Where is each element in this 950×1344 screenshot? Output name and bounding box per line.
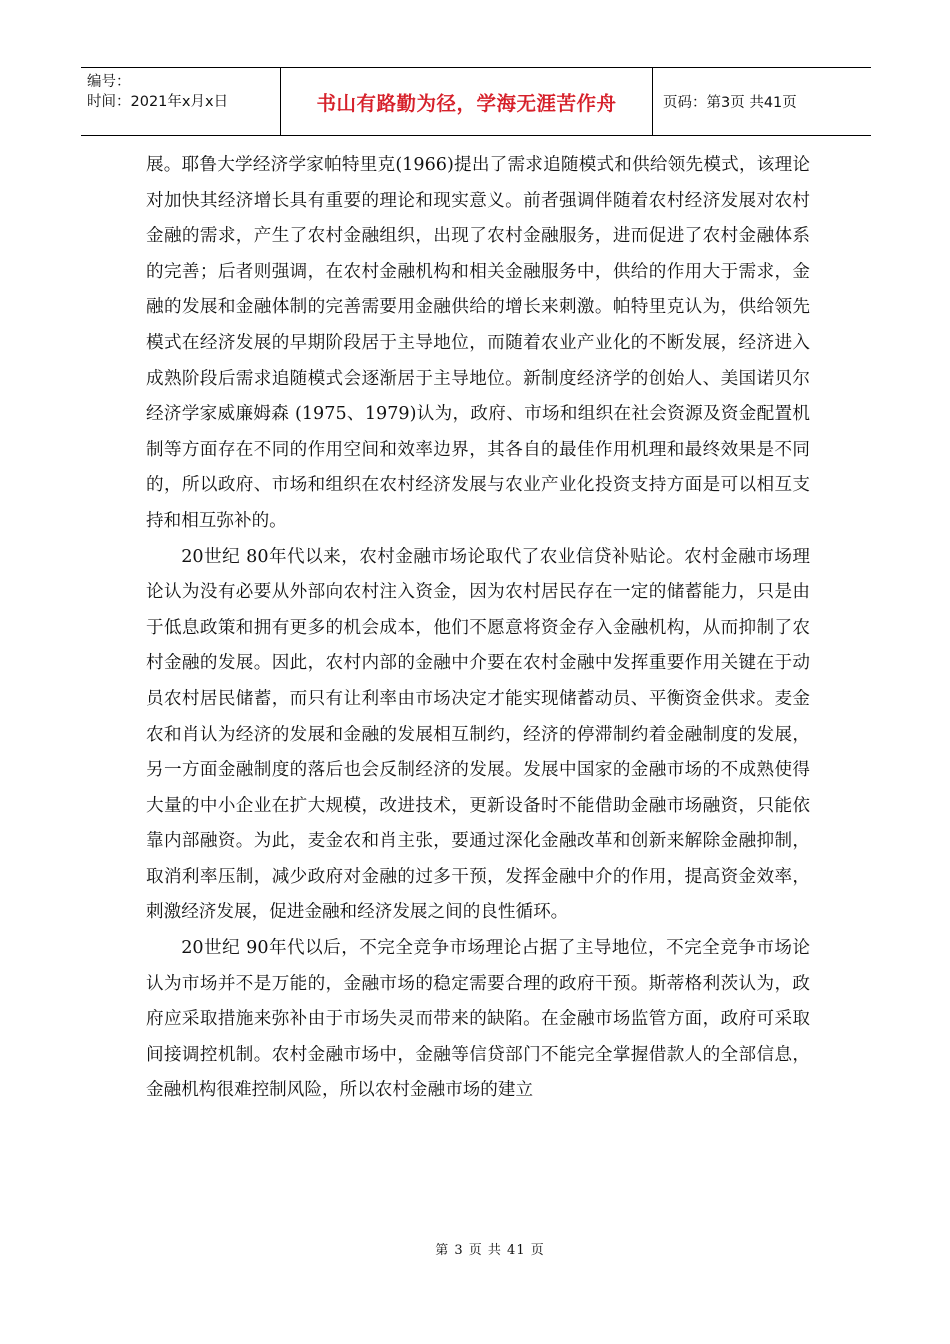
time-label: 时间：2021年x月x日 (87, 94, 229, 110)
paragraph: 20世纪 90年代以后，不完全竞争市场理论占据了主导地位，不完全竞争市场论认为市场并不是万能的，金融市场的稳定需要合理的政府干预。斯蒂格利茨认为，政府应采取措施来弥补由于市场失灵而带来的缺陷。在金融市场监管方面，政府可采取间接调控机制。农村金融市场中，金融等信贷部门不能完全掌握借款人的全部信息，金融机构很难控制风险，所以农村金融市场的建立 (146, 938, 810, 1101)
document-body (146, 148, 810, 1109)
header-page-info: 页码：第3页 共41页 (663, 95, 797, 111)
paragraph: 展。耶鲁大学经济学家帕特里克(1966)提出了需求追随模式和供给领先模式，该理论对加快其经济增长具有重要的理论和现实意义。前者强调伴随着农村经济发展对农村金融的需求，产生了农村金融组织，出现了农村金融服务，进而促进了农村金融体系的完善；后者则强调，在农村金融机构和相关金融服务中，供给的作用大于需求，金融的发展和金融体制的完善需要用金融供给的增长来刺激。帕特里克认为，供给领先模式在经济发展的早期阶段居于主导地位，而随着农业产业化的不断发展，经济进入成熟阶段后需求追随模式会逐渐居于主导地位。新制度经济学的创始人、美国诺贝尔经济学家威廉姆森 (1975、1979)认为，政府、市场和组织在社会资源及资金配置机制等方面存在不同的作用空间和效率边界，其各自的最佳作用机理和最终效果是不同的，所以政府、市场和组织在农村经济发展与农业产业化投资支持方面是可以相互支持和相互弥补的。 (146, 155, 810, 531)
document-header (81, 67, 871, 136)
header-meta (81, 68, 281, 135)
page-footer: 第 3 页 共 41 页 (435, 1243, 545, 1258)
header-motto: 书山有路勤为径，学海无涯苦作舟 (281, 68, 653, 135)
paragraph: 20世纪 80年代以来，农村金融市场论取代了农业信贷补贴论。农村金融市场理论认为没有必要从外部向农村注入资金，因为农村居民存在一定的储蓄能力，只是由于低息政策和拥有更多的机会成本，他们不愿意将资金存入金融机构，从而抑制了农村金融的发展。因此，农村内部的金融中介要在农村金融中发挥重要作用关键在于动员农村居民储蓄，而只有让利率由市场决定才能实现储蓄动员、平衡资金供求。麦金农和肖认为经济的发展和金融的发展相互制约，经济的停滞制约着金融制度的发展，另一方面金融制度的落后也会反制经济的发展。发展中国家的金融市场的不成熟使得大量的中小企业在扩大规模，改进技术，更新设备时不能借助金融市场融资，只能依靠内部融资。为此，麦金农和肖主张，要通过深化金融改革和创新来解除金融抑制，取消利率压制，减少政府对金融的过多干预，发挥金融中介的作用，提高资金效率，刺激经济发展，促进金融和经济发展之间的良性循环。 (146, 546, 810, 923)
number-label: 编号： (87, 74, 131, 90)
